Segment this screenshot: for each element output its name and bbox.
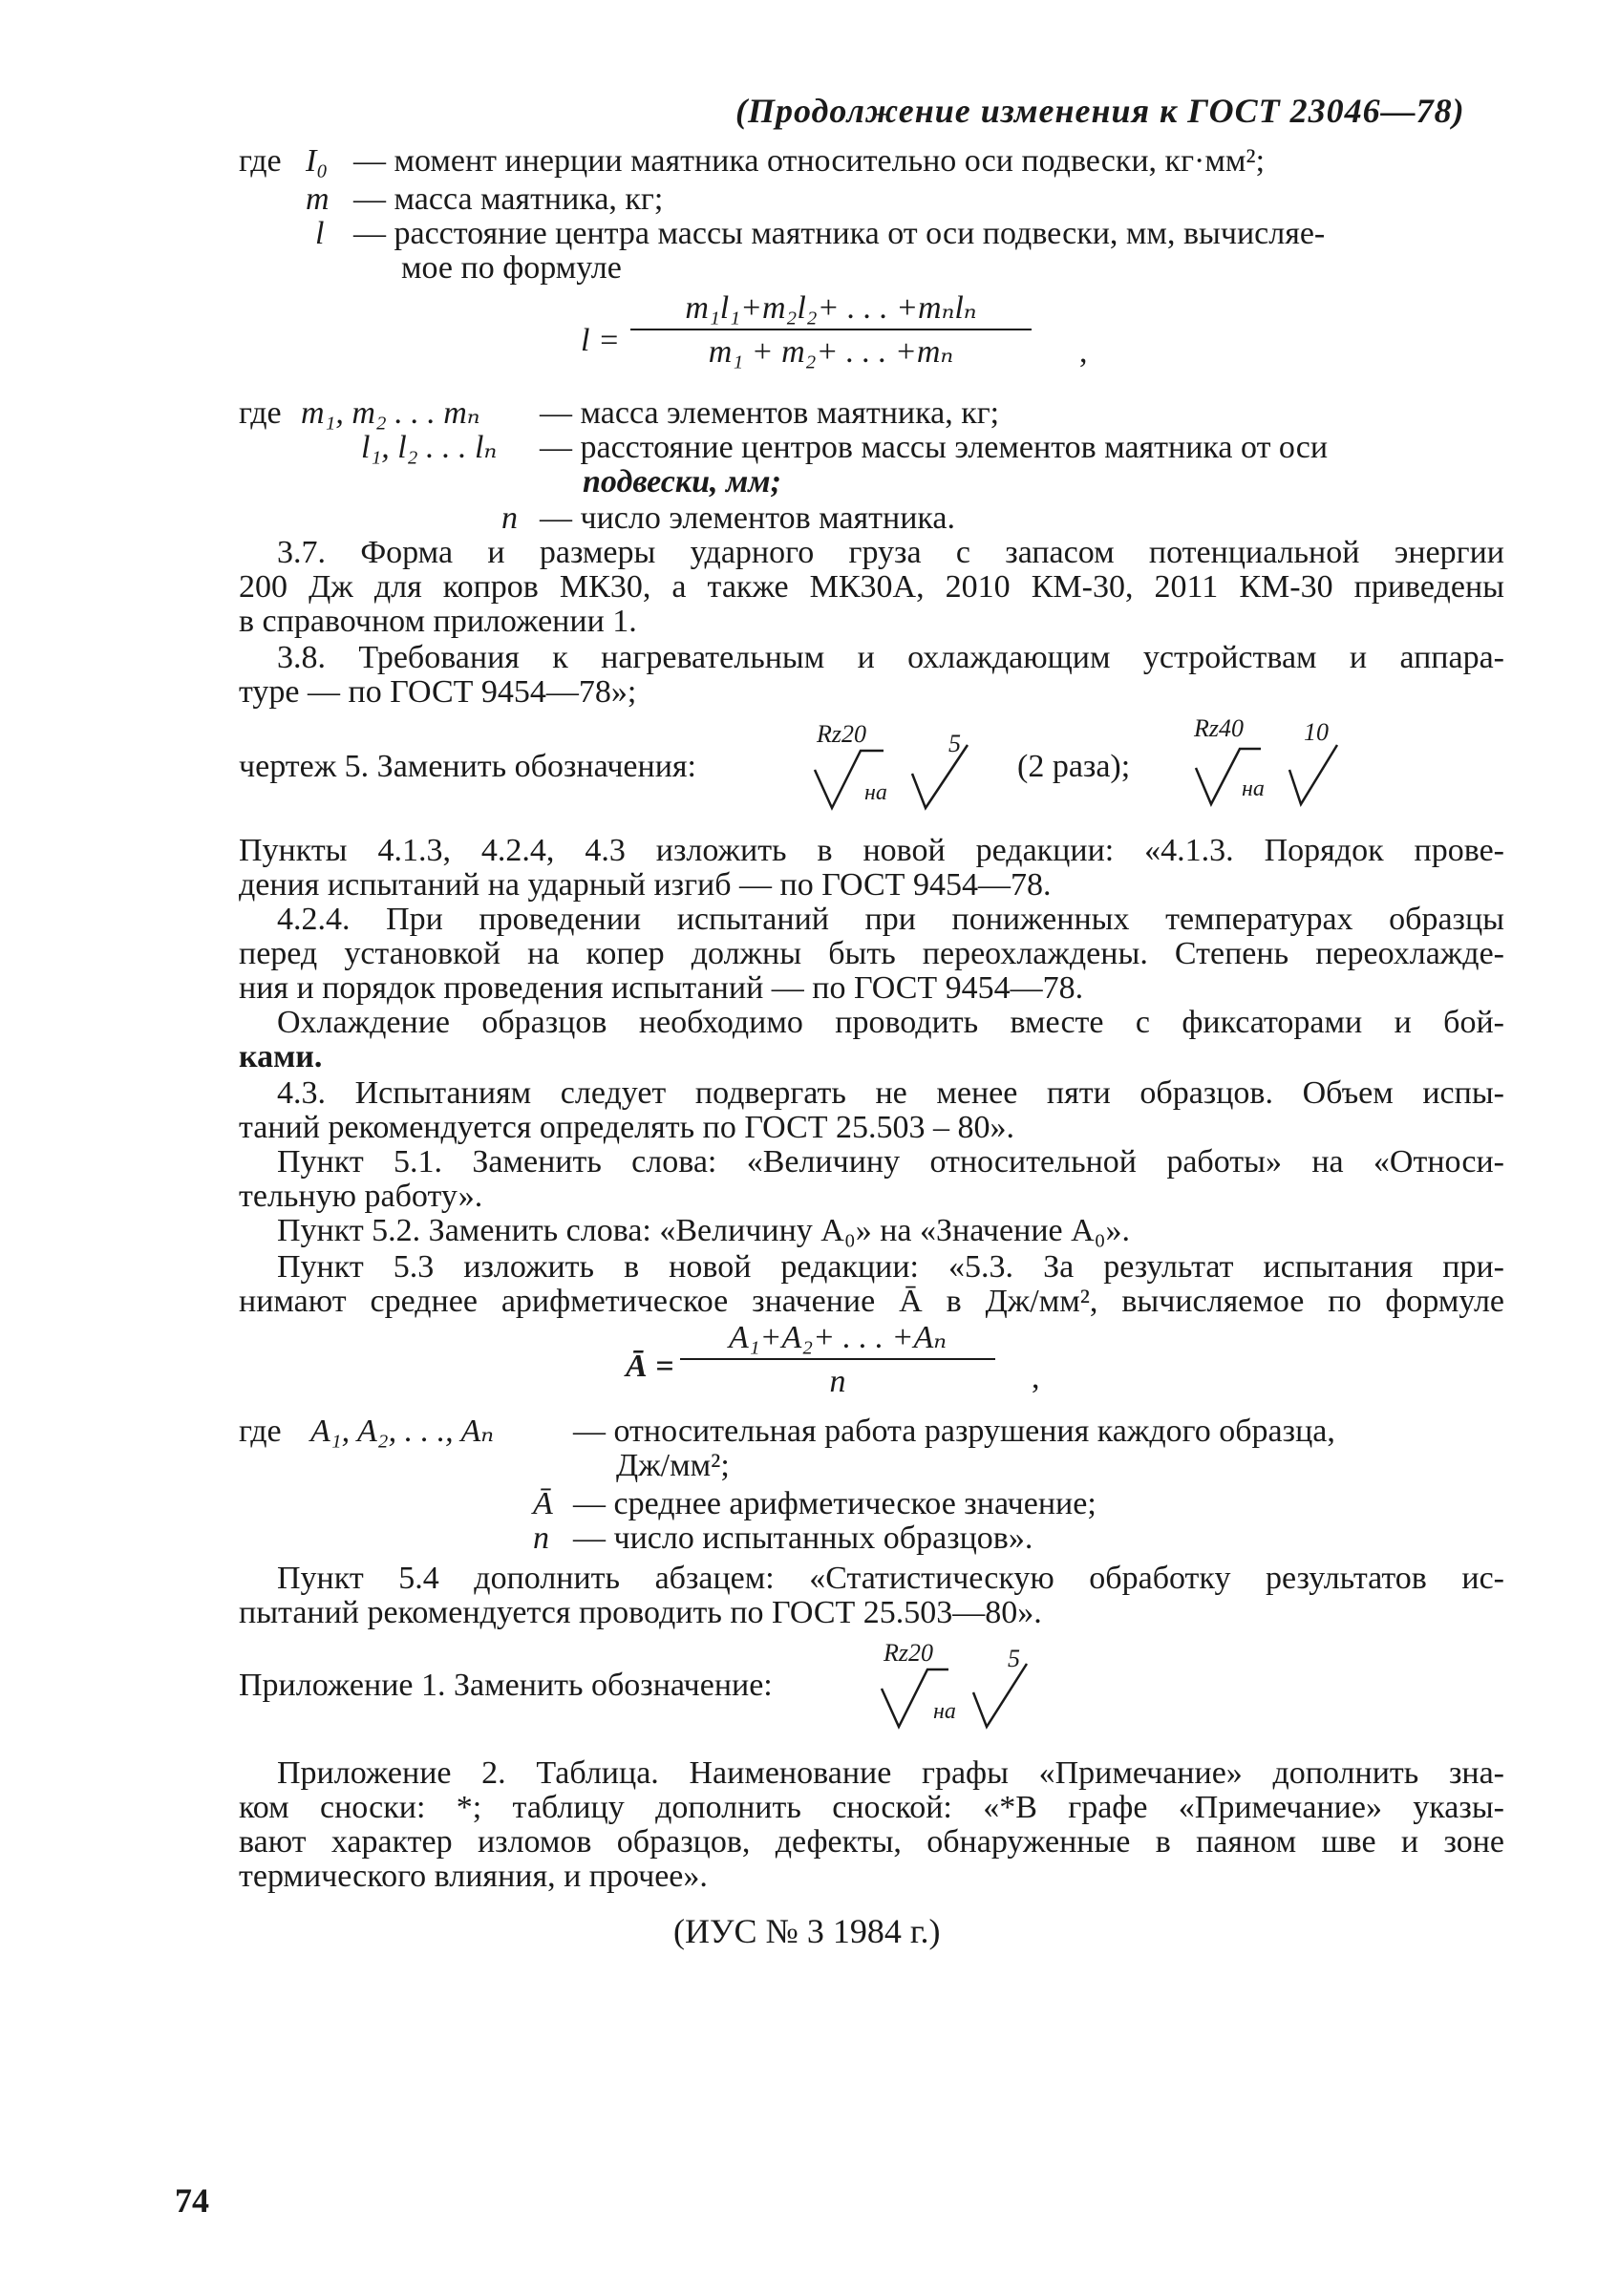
check-mark-icon [1194, 716, 1366, 812]
l-definition-1: — расстояние центра массы маятника от оси подвески, мм, вычисляе- [353, 216, 1326, 251]
appendix2-line-4: термического влияния, и прочее». [239, 1859, 708, 1894]
l-symbol: l [315, 216, 325, 251]
formula2-numerator: A₁+A₂+ . . . +Aₙ [728, 1320, 948, 1355]
para-3-7-line-3: в справочном приложении 1. [239, 604, 637, 639]
para-4-2-4-line-3: ния и порядок проведения испытаний — по ГОСТ 9454—78. [239, 970, 1084, 1006]
l-list-definition-1: — расстояние центров массы элементов маятника от оси [540, 430, 1329, 465]
m-list-definition: — масса элементов маятника, кг; [540, 395, 1000, 431]
roughness-symbol-appendix1: Rz20 5 на [874, 1641, 1046, 1736]
m-symbol: m [306, 181, 330, 217]
roughness-symbol-rz20: Rz20 5 на [807, 722, 979, 818]
formula2-fraction [680, 1322, 995, 1398]
a-bar-definition: — среднее арифметическое значение; [573, 1486, 1097, 1521]
para-4-2-4-line-2: перед установкой на копер должны быть переохлаждены. Степень переохлажде- [239, 936, 1504, 971]
running-header: (Продолжение изменения к ГОСТ 23046—78) [735, 92, 1465, 130]
where-label-2: где [239, 395, 282, 431]
n-definition-2: — число испытанных образцов». [573, 1520, 1033, 1556]
m-list: m₁, m₂ . . . mₙ [301, 395, 480, 431]
a-bar-symbol: Ā [533, 1486, 553, 1521]
para-4-3-line-1: 4.3. Испытаниям следует подвергать не менее пяти образцов. Объем испы- [277, 1075, 1504, 1111]
where-label-3: где [239, 1414, 282, 1449]
page-number: 74 [175, 2181, 209, 2220]
l-list: l₁, l₂ . . . lₙ [361, 430, 498, 465]
l-definition-2: мое по формуле [401, 250, 622, 286]
roughness-symbol-rz40: Rz40 10 на [1194, 716, 1366, 812]
appendix1-text: Приложение 1. Заменить обозначение: [239, 1668, 773, 1703]
para-5-4-line-2: пытаний рекомендуется проводить по ГОСТ 25.503—80». [239, 1595, 1042, 1630]
para-5-1-line-1: Пункт 5.1. Заменить слова: «Величину относительной работы» на «Относи- [277, 1144, 1504, 1180]
para-5-1-line-2: тельную работу». [239, 1179, 483, 1214]
para-5-3-line-1: Пункт 5.3 изложить в новой редакции: «5.3. За результат испытания при- [277, 1249, 1504, 1285]
drawing5-text: чертеж 5. Заменить обозначения: [239, 749, 696, 784]
m-definition: — масса маятника, кг; [353, 181, 664, 217]
i0-definition: — момент инерции маятника относительно оси подвески, кг·мм²; [353, 143, 1266, 179]
para-3-8-line-1: 3.8. Требования к нагревательным и охлаждающим устройствам и аппара- [277, 640, 1504, 675]
appendix2-line-2: ком сноски: *; таблицу дополнить сноской: «*В графе «Примечание» указы- [239, 1790, 1504, 1825]
twice-label: (2 раза); [1017, 749, 1131, 784]
n-symbol-2: n [533, 1520, 549, 1556]
formula1-numerator: m₁l₁+m₂l₂+ . . . +mₙlₙ [685, 290, 977, 326]
ius-reference: (ИУС № 3 1984 г.) [673, 1912, 941, 1950]
formula2-denominator: n [680, 1358, 995, 1398]
para-cooling-line-1: Охлаждение образцов необходимо проводить вместе с фиксаторами и бой- [277, 1005, 1504, 1040]
a-list: A₁, A₂, . . ., Aₙ [310, 1414, 494, 1449]
formula1-lhs: l = [581, 323, 620, 358]
para-3-7-line-1: 3.7. Форма и размеры ударного груза с запасом потенциальной энергии [277, 535, 1504, 570]
para-4-1-3-line-1: Пункты 4.1.3, 4.2.4, 4.3 изложить в новой редакции: «4.1.3. Порядок прове- [239, 833, 1504, 868]
formula1-denominator: m₁ + m₂+ . . . +mₙ [630, 329, 1032, 369]
para-3-8-line-2: туре — по ГОСТ 9454—78»; [239, 674, 637, 710]
i0-symbol: I₀ [306, 143, 329, 179]
l-list-definition-2: подвески, мм; [583, 464, 781, 500]
formula2-comma: , [1032, 1360, 1040, 1395]
where-label: где [239, 143, 282, 179]
para-3-7-line-2: 200 Дж для копров МК30, а также МК30А, 2010 КМ-30, 2011 КМ-30 приведены [239, 569, 1504, 605]
n-definition: — число элементов маятника. [540, 500, 956, 536]
para-4-1-3-line-2: дения испытаний на ударный изгиб — по ГОСТ 9454—78. [239, 867, 1052, 903]
formula2-lhs: Ā = [626, 1349, 674, 1384]
para-4-2-4-line-1: 4.2.4. При проведении испытаний при пониженных температурах образцы [277, 902, 1504, 937]
formula1-comma: , [1079, 334, 1088, 370]
para-5-2: Пункт 5.2. Заменить слова: «Величину A₀» на «Значение A₀». [277, 1213, 1131, 1248]
a-list-definition-1: — относительная работа разрушения каждого образца, [573, 1414, 1335, 1449]
n-symbol: n [501, 500, 518, 536]
appendix2-line-3: вают характер изломов образцов, дефекты, обнаруженные в паяном шве и зоне [239, 1824, 1504, 1860]
check-mark-icon [807, 722, 979, 818]
formula1-fraction [630, 292, 1032, 369]
appendix2-line-1: Приложение 2. Таблица. Наименование графы «Примечание» дополнить зна- [277, 1755, 1504, 1791]
para-5-3-line-2: нимают среднее арифметическое значение Ā в Дж/мм², вычисляемое по формуле [239, 1284, 1504, 1319]
para-5-4-line-1: Пункт 5.4 дополнить абзацем: «Статистическую обработку результатов ис- [277, 1561, 1504, 1596]
a-list-definition-2: Дж/мм²; [616, 1448, 730, 1483]
para-cooling-line-2: ками. [239, 1039, 323, 1074]
para-4-3-line-2: таний рекомендуется определять по ГОСТ 25.503 – 80». [239, 1110, 1015, 1145]
check-mark-icon [874, 1641, 1046, 1736]
